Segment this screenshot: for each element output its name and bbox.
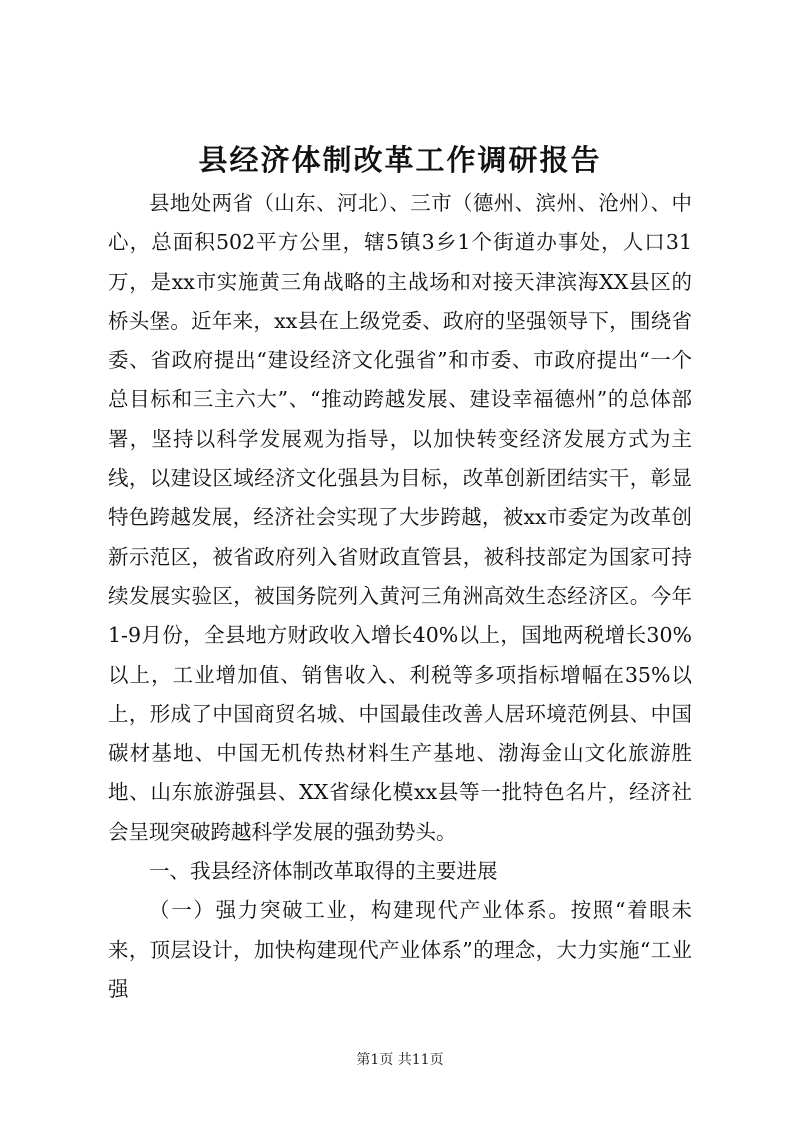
document-title: 县经济体制改革工作调研报告 [198,143,602,177]
document-body [108,184,692,1009]
paragraph-intro: 县地处两省（山东、河北）、三市（德州、滨州、沧州）、中心，总面积502平方公里，辖5镇3乡1个街道办事处，人口31万，是xx市实施黄三角战略的主战场和对接天津滨海XX县区的桥头堡。近年来，xx县在上级党委、政府的坚强领导下，围绕省委、省政府提出“建设经济文化强省”和市委、市政府提出“一个总目标和三主六大”、“推动跨越发展、建设幸福德州”的总体部署，坚持以科学发展观为指导，以加快转变经济发展方式为主线，以建设区域经济文化强县为目标，改革创新团结实干，彰显特色跨越发展，经济社会实现了大步跨越，被xx市委定为改革创新示范区，被省政府列入省财政直管县，被科技部定为国家可持续发展实验区，被国务院列入黄河三角洲高效生态经济区。今年1-9月份，全县地方财政收入增长40%以上，国地两税增长30%以上，工业增加值、销售收入、利税等多项指标增幅在35%以上，形成了中国商贸名城、中国最佳改善人居环境范例县、中国碳材基地、中国无机传热材料生产基地、渤海金山文化旅游胜地、山东旅游强县、XX省绿化模xx县等一批特色名片，经济社会呈现突破跨越科学发展的强劲势头。 [108,191,692,844]
page-number: 第1页 共11页 [356,1052,444,1068]
paragraph-subsection-1: （一）强力突破工业，构建现代产业体系。按照“着眼未来，顶层设计，加快构建现代产业体系”的理念，大力实施“工业强 [108,898,692,1001]
section-heading: 一、我县经济体制改革取得的主要进展 [149,859,498,884]
